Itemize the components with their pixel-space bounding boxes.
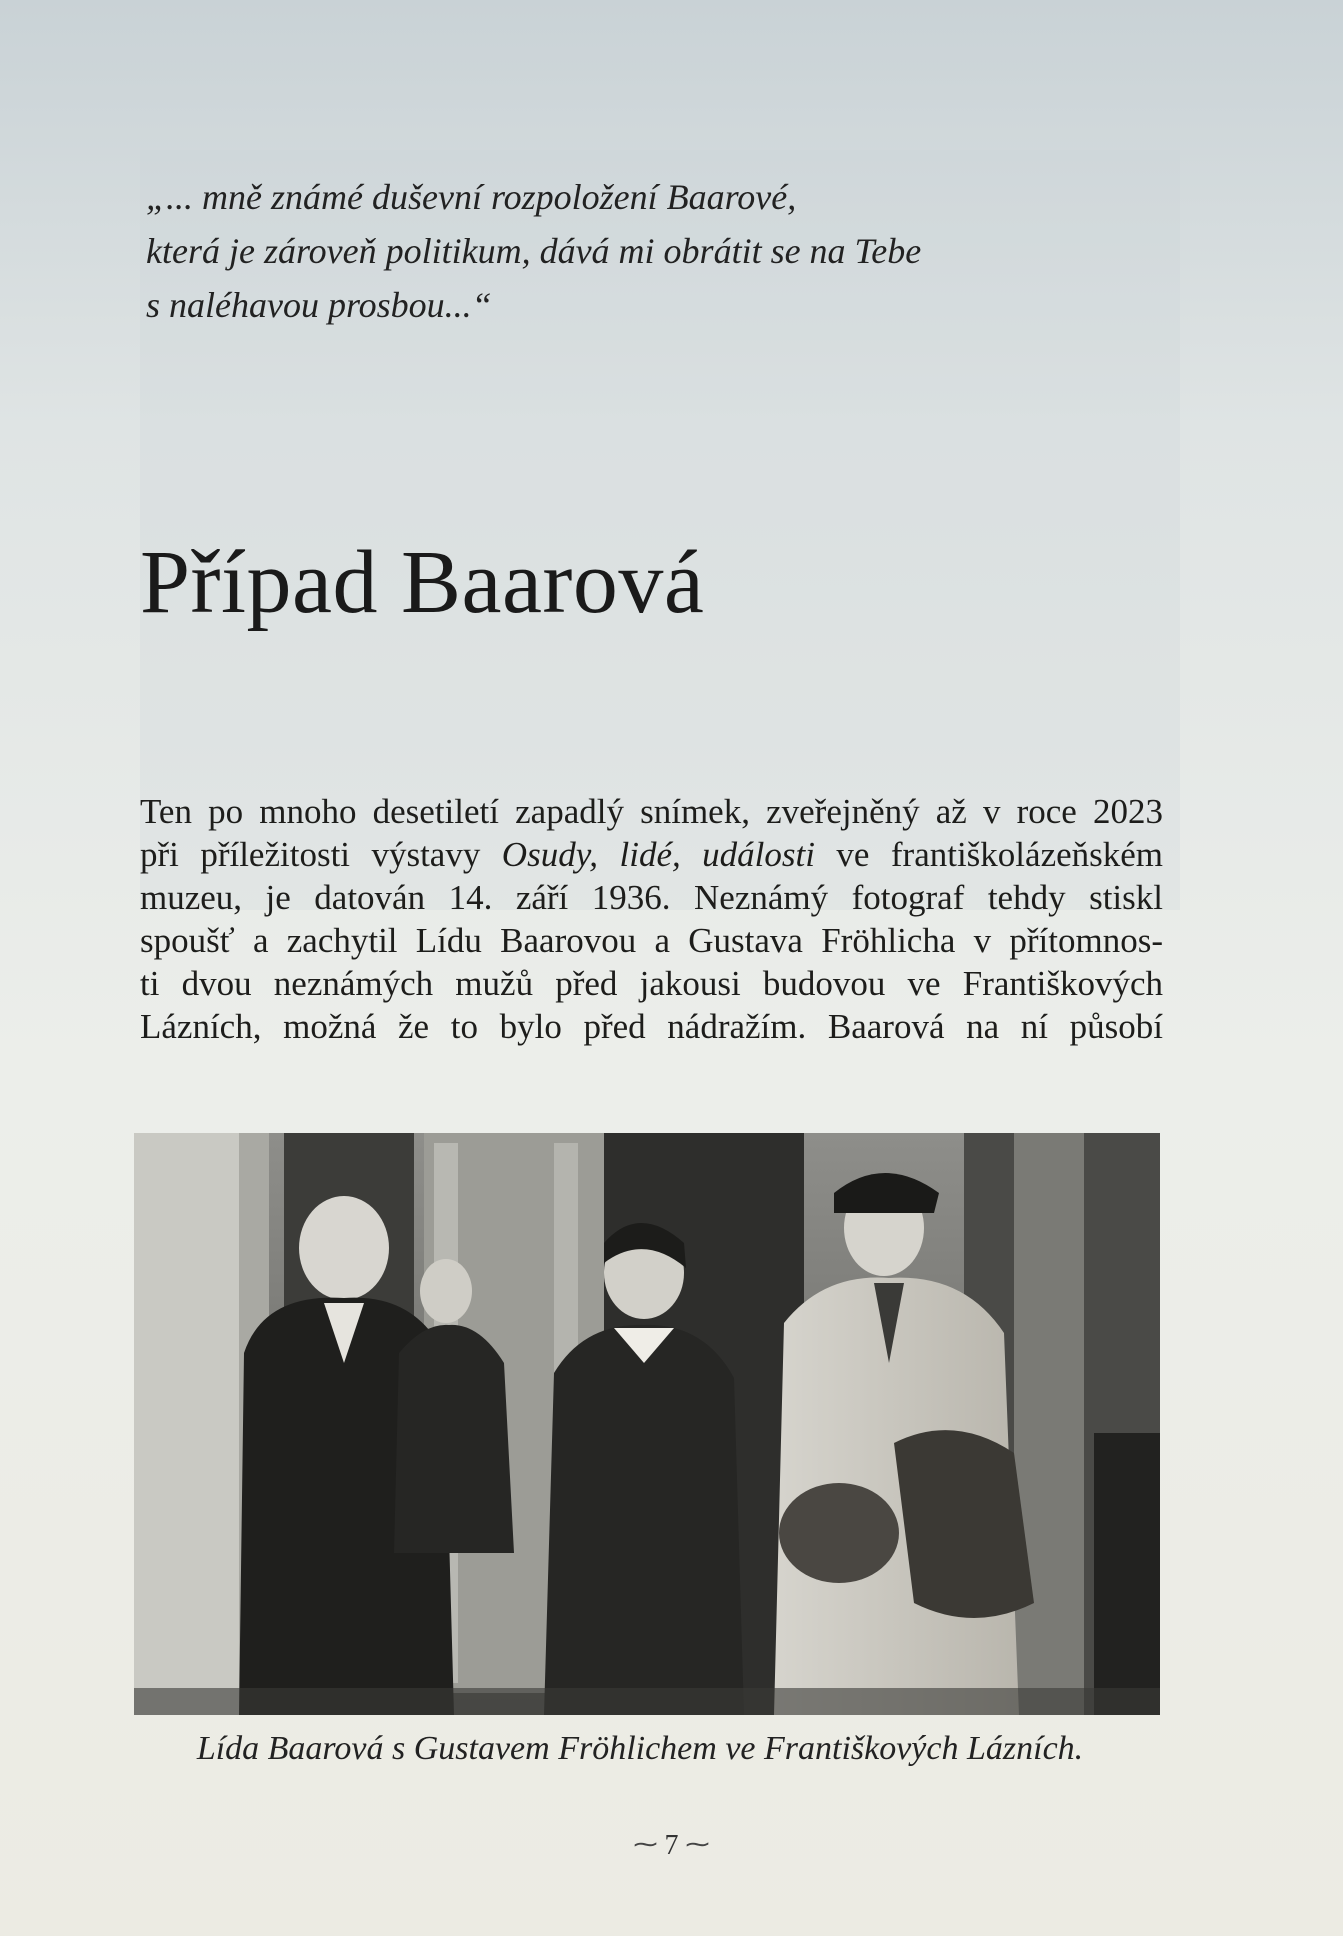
chapter-title: Případ Baarová [140, 533, 705, 632]
body-line: muzeu, je datován 14. září 1936. Neznámý fotograf tehdy stiskl [140, 878, 1163, 917]
body-line: Ten po mnoho desetiletí zapadlý snímek, zveřejněný až v roce 2023 [140, 792, 1163, 831]
body-line [140, 833, 1163, 876]
epigraph-quote [146, 170, 1026, 332]
epigraph-line: „... mně známé duševní rozpoložení Baarové, [146, 177, 797, 217]
ornament-right-icon: ⁓ [685, 1832, 710, 1858]
epigraph-line: s naléhavou prosbou...“ [146, 285, 492, 325]
epigraph-line: která je zároveň politikum, dává mi obrátit se na Tebe [146, 231, 922, 271]
historical-photograph [134, 1133, 1160, 1715]
body-line: Lázních, možná že to bylo před nádražím. Baarová na ní působí [140, 1007, 1163, 1046]
ornament-left-icon: ⁓ [633, 1832, 658, 1858]
page-number [0, 1830, 1343, 1862]
body-line: spoušť a zachytil Lídu Baarovou a Gustava Fröhlicha v přítomnos- [140, 921, 1163, 960]
photo-caption: Lída Baarová s Gustavem Fröhlichem ve Františkových Lázních. [196, 1730, 1084, 1767]
body-text-span: ve františkolázeňském [814, 835, 1164, 874]
body-paragraph [140, 790, 1163, 1048]
photograph-illustration [134, 1133, 1160, 1715]
page-number-value: 7 [664, 1830, 679, 1861]
exhibition-title: Osudy, lidé, události [501, 835, 815, 874]
body-line: ti dvou neznámých mužů před jakousi budovou ve Františkových [140, 964, 1163, 1003]
body-text-span: při příležitosti výstavy [140, 835, 502, 874]
